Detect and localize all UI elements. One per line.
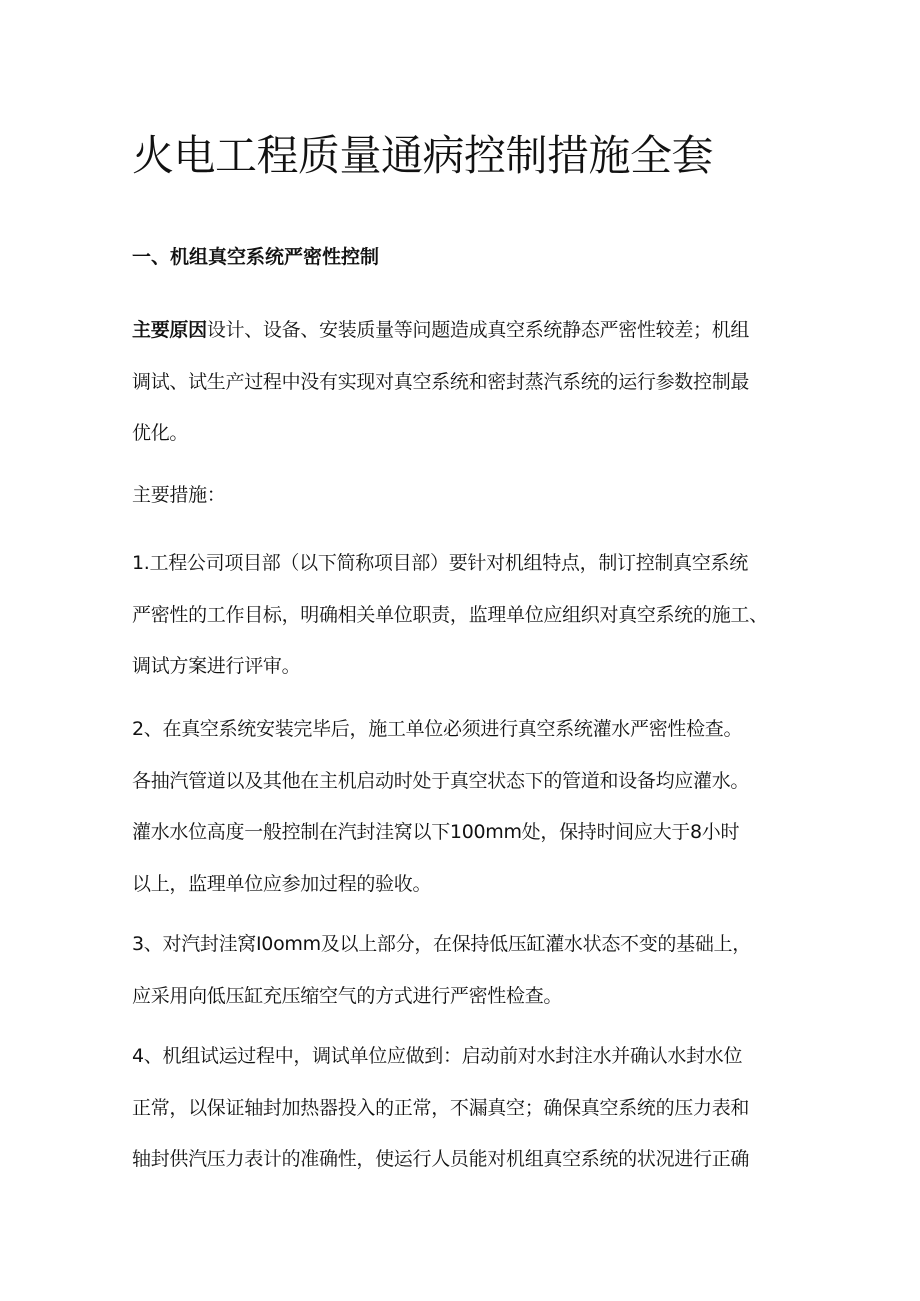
measure-line: 4、机组试运过程中，调试单位应做到：启动前对水封注水并确认水封水位 (132, 1045, 743, 1067)
reason-paragraph (132, 305, 808, 460)
measure-item-1 (132, 538, 808, 693)
measure-line: 正常，以保证轴封加热器投入的正常，不漏真空；确保真空系统的压力表和 (132, 1096, 750, 1119)
measures-label: 主要措施： (132, 484, 226, 506)
measure-line: 调试方案进行评审。 (132, 655, 301, 677)
measure-line: 轴封供汽压力表计的准确性，使运行人员能对机组真空系统的状况进行正确 (132, 1148, 750, 1170)
measure-item-3 (132, 919, 808, 1022)
reason-line (132, 305, 808, 357)
measure-line: 严密性的工作目标，明确相关单位职责，监理单位应组织对真空系统的施工、 (132, 603, 768, 626)
reason-line: 优化。 (132, 422, 189, 444)
measures-paragraph (132, 470, 808, 522)
reason-line: 调试、试生产过程中没有实现对真空系统和密封蒸汽系统的运行参数控制最 (132, 370, 750, 393)
measure-line: 各抽汽管道以及其他在主机启动时处于真空状态下的管道和设备均应灌水。 (132, 769, 750, 792)
reason-label: 主要原因 (132, 319, 207, 341)
reason-text: 设计、设备、安装质量等问题造成真空系统静态严密性较差；机组 (206, 319, 750, 341)
measure-line: 灌水水位高度一般控制在汽封洼窝以下100mm处，保持时间应大于8小时 (132, 821, 740, 843)
measure-line: 应采用向低压缸充压缩空气的方式进行严密性检查。 (132, 984, 563, 1007)
measure-line: 3、对汽封洼窝I0omm及以上部分，在保持低压缸灌水状态不变的基础上， (132, 933, 751, 955)
section-heading: 一、机组真空系统严密性控制 (132, 246, 380, 268)
measure-item-2 (132, 704, 808, 910)
measure-line: 2、在真空系统安装完毕后，施工单位必须进行真空系统灌水严密性检查。 (132, 718, 743, 740)
document-title: 火电工程质量通病控制措施全套 (132, 131, 714, 180)
measure-line: 1.工程公司项目部（以下简称项目部）要针对机组特点，制订控制真空系统 (132, 552, 748, 574)
measure-item-4 (132, 1031, 808, 1186)
measure-line: 以上，监理单位应参加过程的验收。 (132, 872, 432, 895)
